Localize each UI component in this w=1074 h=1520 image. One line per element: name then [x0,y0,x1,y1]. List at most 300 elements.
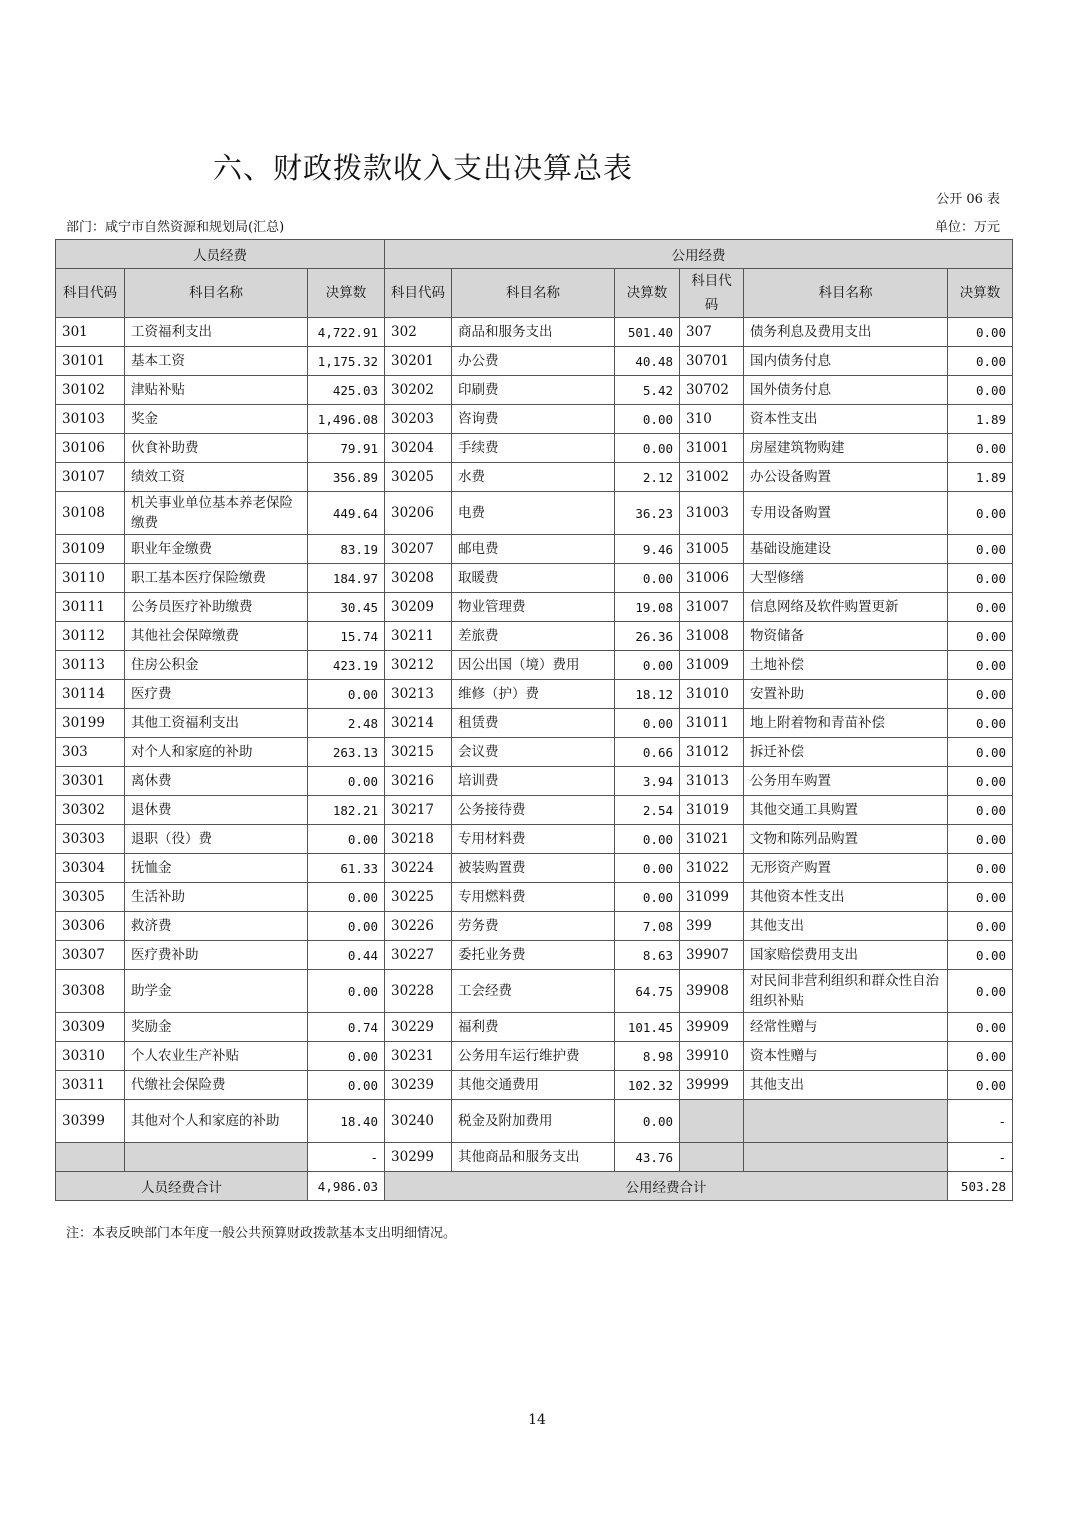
cell-name: 办公设备购置 [744,463,948,492]
cell-amount: 64.75 [615,970,680,1013]
cell-amount: 1.89 [948,463,1013,492]
table-row [56,318,1013,347]
cell-amount: 83.19 [308,535,385,564]
table-row [56,970,1013,1013]
cell-amount: 9.46 [615,535,680,564]
public-total-value: 503.28 [948,1172,1013,1201]
cell-name: 大型修缮 [744,564,948,593]
cell-name: 其他工资福利支出 [125,709,308,738]
cell-amount: 0.00 [948,564,1013,593]
cell-code: 30213 [385,680,452,709]
cell-amount: 0.00 [615,405,680,434]
cell-name: 医疗费补助 [125,941,308,970]
cell-name: 助学金 [125,970,308,1013]
cell-code: 30201 [385,347,452,376]
cell-name: 其他支出 [744,912,948,941]
cell-name: 对个人和家庭的补助 [125,738,308,767]
cell-amount: - [948,1100,1013,1143]
table-row [56,651,1013,680]
cell-code: 31019 [680,796,744,825]
cell-code: 399 [680,912,744,941]
cell-name: 因公出国（境）费用 [452,651,615,680]
cell-code: 30702 [680,376,744,405]
cell-amount: 8.63 [615,941,680,970]
cell-code: 31012 [680,738,744,767]
cell-code: 31099 [680,883,744,912]
cell-name: 手续费 [452,434,615,463]
cell-name: 信息网络及软件购置更新 [744,593,948,622]
cell-code: 31001 [680,434,744,463]
cell-name: 电费 [452,492,615,535]
cell-name: 其他社会保障缴费 [125,622,308,651]
cell-name: 国内债务付息 [744,347,948,376]
cell-name: 租赁费 [452,709,615,738]
table-row [56,709,1013,738]
cell-code: 30215 [385,738,452,767]
cell-amount: 0.00 [948,593,1013,622]
cell-code: 30204 [385,434,452,463]
column-header-amount: 决算数 [615,269,680,318]
cell-name: 代缴社会保险费 [125,1071,308,1100]
cell-amount: 0.00 [948,1013,1013,1042]
cell-amount: 4,722.91 [308,318,385,347]
table-row [56,1100,1013,1143]
cell-amount: 0.00 [948,376,1013,405]
cell-amount: 0.00 [308,767,385,796]
cell-amount: 0.44 [308,941,385,970]
cell-name: 工会经费 [452,970,615,1013]
cell-name: 其他交通工具购置 [744,796,948,825]
cell-code: 30216 [385,767,452,796]
column-header-code: 科目代码 [680,269,744,318]
cell-code: 30209 [385,593,452,622]
column-header-code: 科目代码 [385,269,452,318]
cell-name: 绩效工资 [125,463,308,492]
cell-code: 31022 [680,854,744,883]
cell-code: 30212 [385,651,452,680]
cell-amount: 18.12 [615,680,680,709]
cell-name: 经常性赠与 [744,1013,948,1042]
cell-code: 30110 [56,564,125,593]
cell-amount: 0.00 [948,709,1013,738]
cell-amount: 0.00 [948,970,1013,1013]
cell-code: 30307 [56,941,125,970]
table-row [56,825,1013,854]
table-row [56,1071,1013,1100]
cell-code [56,1143,125,1172]
cell-name: 退休费 [125,796,308,825]
cell-code: 30239 [385,1071,452,1100]
cell-code: 30301 [56,767,125,796]
cell-name: 其他交通费用 [452,1071,615,1100]
cell-name: 邮电费 [452,535,615,564]
cell-amount: 0.00 [615,883,680,912]
cell-code: 30202 [385,376,452,405]
column-header-name: 科目名称 [125,269,308,318]
cell-code: 30211 [385,622,452,651]
cell-code: 31011 [680,709,744,738]
cell-amount: 0.00 [948,825,1013,854]
cell-name: 其他对个人和家庭的补助 [125,1100,308,1143]
table-row [56,1013,1013,1042]
cell-name: 债务利息及费用支出 [744,318,948,347]
section-header-personnel: 人员经费 [56,240,385,269]
cell-amount: 0.00 [948,535,1013,564]
cell-code: 31009 [680,651,744,680]
cell-name: 奖金 [125,405,308,434]
cell-amount: 0.00 [948,941,1013,970]
cell-name: 福利费 [452,1013,615,1042]
cell-amount: 2.12 [615,463,680,492]
cell-code: 30114 [56,680,125,709]
cell-amount: 0.00 [948,318,1013,347]
cell-name: 职业年金缴费 [125,535,308,564]
column-header-amount: 决算数 [948,269,1013,318]
cell-name: 公务员医疗补助缴费 [125,593,308,622]
cell-amount: 0.00 [948,1042,1013,1071]
cell-code: 39907 [680,941,744,970]
cell-name: 办公费 [452,347,615,376]
cell-amount: 0.00 [948,883,1013,912]
cell-code: 30103 [56,405,125,434]
cell-name: 房屋建筑物购建 [744,434,948,463]
table-row [56,434,1013,463]
column-header-amount: 决算数 [308,269,385,318]
cell-amount: 0.00 [948,912,1013,941]
cell-name: 专用材料费 [452,825,615,854]
cell-code: 31007 [680,593,744,622]
cell-name: 个人农业生产补贴 [125,1042,308,1071]
cell-amount: 0.66 [615,738,680,767]
cell-name: 公务接待费 [452,796,615,825]
department-label: 部门：咸宁市自然资源和规划局(汇总) [66,220,285,235]
cell-code: 30217 [385,796,452,825]
table-row [56,492,1013,535]
cell-code: 30701 [680,347,744,376]
cell-code: 302 [385,318,452,347]
cell-code: 30309 [56,1013,125,1042]
cell-amount: 0.00 [615,825,680,854]
cell-name: 咨询费 [452,405,615,434]
cell-name: 劳务费 [452,912,615,941]
cell-amount: 102.32 [615,1071,680,1100]
cell-amount: 26.36 [615,622,680,651]
cell-code [680,1100,744,1143]
cell-code: 30206 [385,492,452,535]
cell-code: 30207 [385,535,452,564]
cell-code: 30306 [56,912,125,941]
table-row [56,1042,1013,1071]
cell-code: 30218 [385,825,452,854]
cell-amount: 101.45 [615,1013,680,1042]
table-row [56,405,1013,434]
cell-amount: 19.08 [615,593,680,622]
cell-name: 公务用车运行维护费 [452,1042,615,1071]
cell-code: 30199 [56,709,125,738]
cell-amount: 0.00 [308,825,385,854]
table-row [56,347,1013,376]
cell-amount: 0.00 [615,434,680,463]
cell-code: 30231 [385,1042,452,1071]
cell-code: 39908 [680,970,744,1013]
cell-name [744,1100,948,1143]
cell-amount: 0.00 [615,651,680,680]
cell-code: 31006 [680,564,744,593]
cell-code: 30226 [385,912,452,941]
cell-amount: 0.00 [948,434,1013,463]
cell-amount: 0.00 [615,1100,680,1143]
table-row [56,883,1013,912]
cell-code: 30240 [385,1100,452,1143]
cell-amount: 425.03 [308,376,385,405]
cell-name: 退职（役）费 [125,825,308,854]
cell-amount: 0.00 [615,564,680,593]
cell-name: 其他资本性支出 [744,883,948,912]
cell-name: 机关事业单位基本养老保险缴费 [125,492,308,535]
cell-name: 物资储备 [744,622,948,651]
cell-name: 维修（护）费 [452,680,615,709]
cell-amount: 3.94 [615,767,680,796]
cell-name: 奖励金 [125,1013,308,1042]
cell-name: 离休费 [125,767,308,796]
cell-name: 商品和服务支出 [452,318,615,347]
cell-code: 39910 [680,1042,744,1071]
cell-amount: 356.89 [308,463,385,492]
cell-amount: 0.00 [308,1042,385,1071]
cell-name: 基础设施建设 [744,535,948,564]
cell-code: 301 [56,318,125,347]
cell-code: 30304 [56,854,125,883]
cell-code: 30113 [56,651,125,680]
table-row [56,593,1013,622]
table-row [56,622,1013,651]
cell-code: 30228 [385,970,452,1013]
cell-code: 307 [680,318,744,347]
column-header-name: 科目名称 [452,269,615,318]
table-row [56,941,1013,970]
cell-code: 30299 [385,1143,452,1172]
cell-name: 税金及附加费用 [452,1100,615,1143]
cell-code: 303 [56,738,125,767]
cell-amount: 2.54 [615,796,680,825]
cell-name: 无形资产购置 [744,854,948,883]
cell-name: 会议费 [452,738,615,767]
cell-amount: 0.00 [308,1071,385,1100]
cell-code: 31010 [680,680,744,709]
cell-name: 拆迁补偿 [744,738,948,767]
cell-amount: 0.00 [308,912,385,941]
page-title: 六、财政拨款收入支出决算总表 [212,151,633,185]
public-total-label: 公用经费合计 [385,1172,948,1201]
cell-code: 30308 [56,970,125,1013]
cell-code: 30214 [385,709,452,738]
cell-name: 医疗费 [125,680,308,709]
cell-amount: 36.23 [615,492,680,535]
cell-amount: 0.00 [948,1071,1013,1100]
unit-label: 单位：万元 [934,220,1000,235]
cell-name: 物业管理费 [452,593,615,622]
cell-code: 30108 [56,492,125,535]
cell-amount: 0.00 [615,709,680,738]
cell-code: 30101 [56,347,125,376]
cell-name: 伙食补助费 [125,434,308,463]
cell-name: 国外债务付息 [744,376,948,405]
cell-name: 住房公积金 [125,651,308,680]
table-row [56,680,1013,709]
cell-amount: 0.00 [948,767,1013,796]
cell-amount: 0.00 [948,347,1013,376]
cell-name: 水费 [452,463,615,492]
cell-code: 30229 [385,1013,452,1042]
cell-name: 印刷费 [452,376,615,405]
cell-code: 31021 [680,825,744,854]
personnel-total-value: 4,986.03 [308,1172,385,1201]
cell-code: 30205 [385,463,452,492]
expenditure-table [55,239,1013,1201]
cell-amount: 5.42 [615,376,680,405]
cell-name: 工资福利支出 [125,318,308,347]
cell-amount: 184.97 [308,564,385,593]
cell-code: 30112 [56,622,125,651]
table-row [56,912,1013,941]
cell-amount: 263.13 [308,738,385,767]
cell-amount: 0.74 [308,1013,385,1042]
cell-name: 资本性支出 [744,405,948,434]
cell-amount: 501.40 [615,318,680,347]
cell-code [680,1143,744,1172]
cell-code: 31005 [680,535,744,564]
form-number: 公开 06 表 [936,192,1000,207]
table-row [56,376,1013,405]
cell-name: 安置补助 [744,680,948,709]
table-row [56,1143,1013,1172]
table-note: 注：本表反映部门本年度一般公共预算财政拨款基本支出明细情况。 [66,1226,457,1241]
cell-amount: 15.74 [308,622,385,651]
cell-name: 土地补偿 [744,651,948,680]
cell-name: 专用设备购置 [744,492,948,535]
cell-amount: 1.89 [948,405,1013,434]
cell-code: 30111 [56,593,125,622]
cell-name: 其他支出 [744,1071,948,1100]
cell-code: 30227 [385,941,452,970]
cell-amount: - [948,1143,1013,1172]
column-header-name: 科目名称 [744,269,948,318]
cell-name [125,1143,308,1172]
cell-name: 职工基本医疗保险缴费 [125,564,308,593]
cell-amount: 0.00 [948,680,1013,709]
cell-code: 39999 [680,1071,744,1100]
table-row [56,854,1013,883]
table-row [56,535,1013,564]
cell-code: 30225 [385,883,452,912]
table-row [56,463,1013,492]
cell-amount: 0.00 [948,651,1013,680]
cell-code: 31002 [680,463,744,492]
cell-code: 30109 [56,535,125,564]
cell-name: 资本性赠与 [744,1042,948,1071]
cell-amount: 0.00 [615,854,680,883]
page-number: 14 [528,1412,546,1428]
cell-amount: 0.00 [308,680,385,709]
cell-code: 310 [680,405,744,434]
cell-code: 30399 [56,1100,125,1143]
cell-code: 31003 [680,492,744,535]
cell-amount: 0.00 [948,492,1013,535]
cell-name: 培训费 [452,767,615,796]
cell-name: 专用燃料费 [452,883,615,912]
cell-name: 生活补助 [125,883,308,912]
cell-amount: 449.64 [308,492,385,535]
table-row [56,767,1013,796]
cell-name: 文物和陈列品购置 [744,825,948,854]
cell-amount: 0.00 [948,622,1013,651]
cell-name: 被装购置费 [452,854,615,883]
cell-amount: 1,496.08 [308,405,385,434]
cell-name: 地上附着物和青苗补偿 [744,709,948,738]
table-row [56,796,1013,825]
section-header-public: 公用经费 [385,240,1013,269]
cell-amount: 182.21 [308,796,385,825]
cell-amount: 18.40 [308,1100,385,1143]
cell-amount: 0.00 [308,970,385,1013]
column-header-code: 科目代码 [56,269,125,318]
cell-name: 差旅费 [452,622,615,651]
cell-name: 对民间非营利组织和群众性自治组织补贴 [744,970,948,1013]
cell-amount: 2.48 [308,709,385,738]
cell-amount: 0.00 [948,738,1013,767]
cell-amount: 423.19 [308,651,385,680]
cell-name: 其他商品和服务支出 [452,1143,615,1172]
cell-amount: - [308,1143,385,1172]
cell-code: 30311 [56,1071,125,1100]
cell-code: 30107 [56,463,125,492]
cell-amount: 8.98 [615,1042,680,1071]
cell-code: 30310 [56,1042,125,1071]
cell-name: 抚恤金 [125,854,308,883]
cell-name: 国家赔偿费用支出 [744,941,948,970]
cell-code: 30305 [56,883,125,912]
cell-amount: 79.91 [308,434,385,463]
cell-code: 31008 [680,622,744,651]
cell-name [744,1143,948,1172]
cell-code: 30302 [56,796,125,825]
cell-name: 津贴补贴 [125,376,308,405]
cell-amount: 43.76 [615,1143,680,1172]
cell-name: 取暖费 [452,564,615,593]
cell-code: 30106 [56,434,125,463]
cell-amount: 0.00 [948,854,1013,883]
cell-name: 公务用车购置 [744,767,948,796]
table-row [56,564,1013,593]
cell-amount: 0.00 [308,883,385,912]
cell-code: 30224 [385,854,452,883]
cell-code: 39909 [680,1013,744,1042]
cell-name: 救济费 [125,912,308,941]
cell-amount: 30.45 [308,593,385,622]
cell-name: 基本工资 [125,347,308,376]
cell-code: 30102 [56,376,125,405]
cell-amount: 61.33 [308,854,385,883]
cell-amount: 1,175.32 [308,347,385,376]
cell-code: 30303 [56,825,125,854]
cell-amount: 7.08 [615,912,680,941]
cell-amount: 0.00 [948,796,1013,825]
cell-code: 31013 [680,767,744,796]
cell-amount: 40.48 [615,347,680,376]
cell-name: 委托业务费 [452,941,615,970]
personnel-total-label: 人员经费合计 [56,1172,308,1201]
cell-code: 30203 [385,405,452,434]
